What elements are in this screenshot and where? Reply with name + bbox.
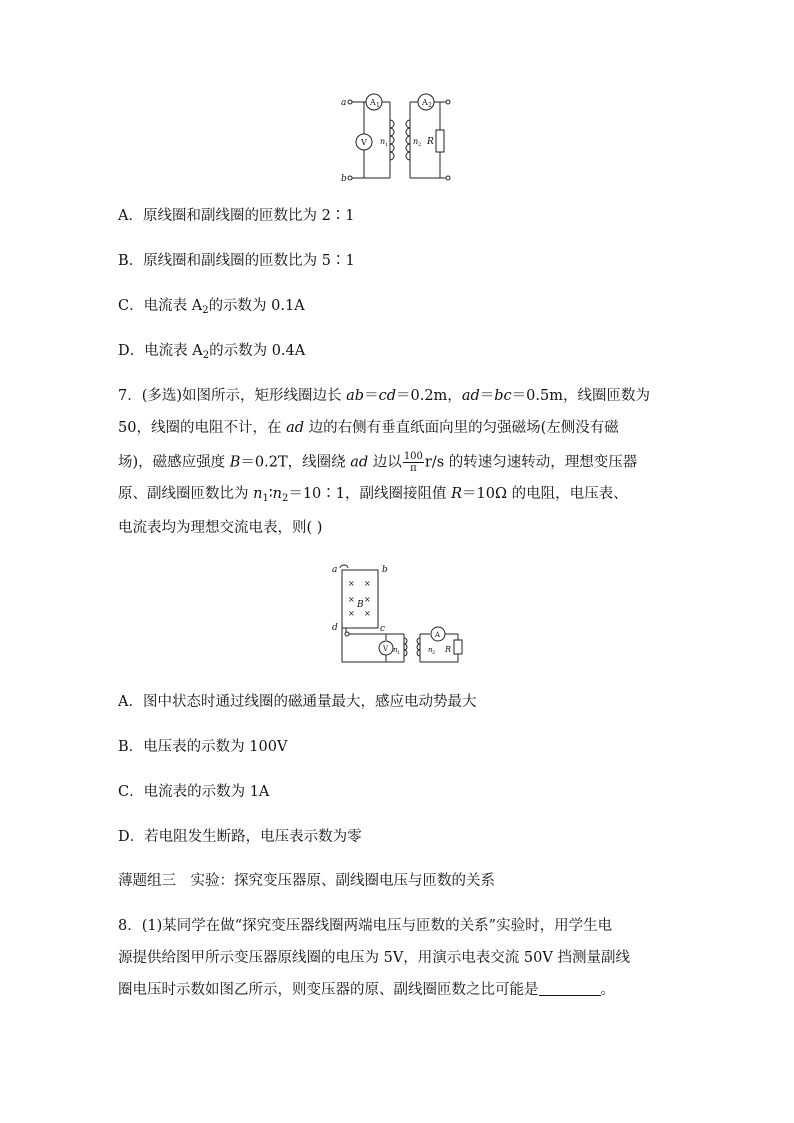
fig2-ammeter: A — [435, 631, 441, 639]
fig2-r: R — [445, 645, 452, 654]
q6-option-d: D．电流表 $A_2$的示数为 0.4A — [118, 343, 306, 361]
fig1-ammeter-a2: A — [422, 98, 428, 107]
fig2-cross: × — [348, 609, 355, 618]
fig1-n2-sub: 2 — [418, 142, 422, 148]
q6-option-c: C．电流表 $A_2$的示数为 0.1A — [118, 298, 305, 316]
q7-line-3: 场)，磁感应强度 B＝0.2T，线圈绕 ad 边以 $\frac{100}{\pi}$ r/s 的转速匀速转动，理想变压器 — [118, 451, 638, 474]
transformer-circuit-figure-1 — [340, 92, 460, 184]
q7-option-b: B．电压表的示数为 100V — [118, 739, 288, 755]
fig2-cross: × — [348, 579, 355, 588]
fig2-n1: n — [393, 646, 398, 654]
q7-line-1: 7．(多选)如图所示，矩形线圈边长 ab＝cd＝0.2m，ad＝bc＝0.5m，线圈匝数为 — [118, 388, 650, 404]
q7-option-d: D．若电阻发生断路，电压表示数为零 — [118, 829, 362, 845]
q7-line-5: 电流表均为理想交流电表，则( ) — [118, 520, 323, 536]
fig2-label-a: a — [332, 565, 338, 575]
q6-option-a: A．原线圈和副线圈的匝数比为 2∶1 — [118, 208, 355, 224]
fig2-label-b: b — [382, 565, 388, 575]
fig2-n2-sub: 2 — [432, 650, 436, 656]
fig2-field-b: B — [357, 600, 364, 610]
q6-option-b: B．原线圈和副线圈的匝数比为 5∶1 — [118, 253, 355, 269]
fig2-cross: × — [364, 595, 371, 604]
q8-line-3: 圈电压时示数如图乙所示，则变压器的原、副线圈匝数之比可能是 。 — [118, 982, 615, 998]
fig2-cross: × — [364, 609, 371, 618]
fig2-label-d: d — [332, 623, 338, 633]
fig2-cross: × — [348, 595, 355, 604]
q7-option-a: A．图中状态时通过线圈的磁通量最大，感应电动势最大 — [118, 694, 477, 710]
fig2-label-c: c — [380, 624, 386, 634]
rotating-coil-circuit-figure-2 — [330, 560, 470, 670]
fig2-n1-sub: 1 — [397, 650, 401, 656]
q7-option-c: C．电流表的示数为 1A — [118, 784, 270, 800]
answer-blank[interactable] — [539, 980, 601, 996]
fig1-label-a: a — [341, 98, 347, 108]
fig1-voltmeter: V — [361, 138, 367, 147]
fig1-label-b: b — [341, 174, 347, 184]
fig1-ammeter-a2-sub: 2 — [428, 102, 432, 109]
fig2-cross: × — [364, 579, 371, 588]
fig2-voltmeter: V — [383, 645, 389, 653]
fig1-n1-sub: 1 — [385, 142, 389, 148]
q8-line-2: 源提供给图甲所示变压器原线圈的电压为 5V，用演示电表交流 50V 挡测量副线 — [118, 950, 630, 966]
rotation-speed-fraction: $\frac{100}{\pi}$ — [403, 451, 423, 474]
q8-line-1: 8．(1)某同学在做“探究变压器线圈两端电压与匝数的关系”实验时，用学生电 — [118, 918, 613, 934]
fig1-ammeter-a1-sub: 1 — [376, 102, 380, 109]
section-heading: 薄题组三 实验：探究变压器原、副线圈电压与匝数的关系 — [118, 873, 495, 889]
fig1-n1: n — [380, 137, 386, 146]
fig1-r: R — [427, 137, 434, 147]
fig1-ammeter-a1: A — [370, 98, 376, 107]
q7-line-2: 50，线圈的电阻不计，在 ad 边的右侧有垂直纸面向里的匀强磁场(左侧没有磁 — [118, 420, 619, 436]
fig2-n2: n — [428, 646, 433, 654]
q7-line-4: 原、副线圈匝数比为 $n_1∶n_2=10∶1$，副线圈接阻值 R＝10Ω 的电阻，电压表、 — [118, 486, 628, 504]
fig1-n2: n — [413, 137, 419, 146]
